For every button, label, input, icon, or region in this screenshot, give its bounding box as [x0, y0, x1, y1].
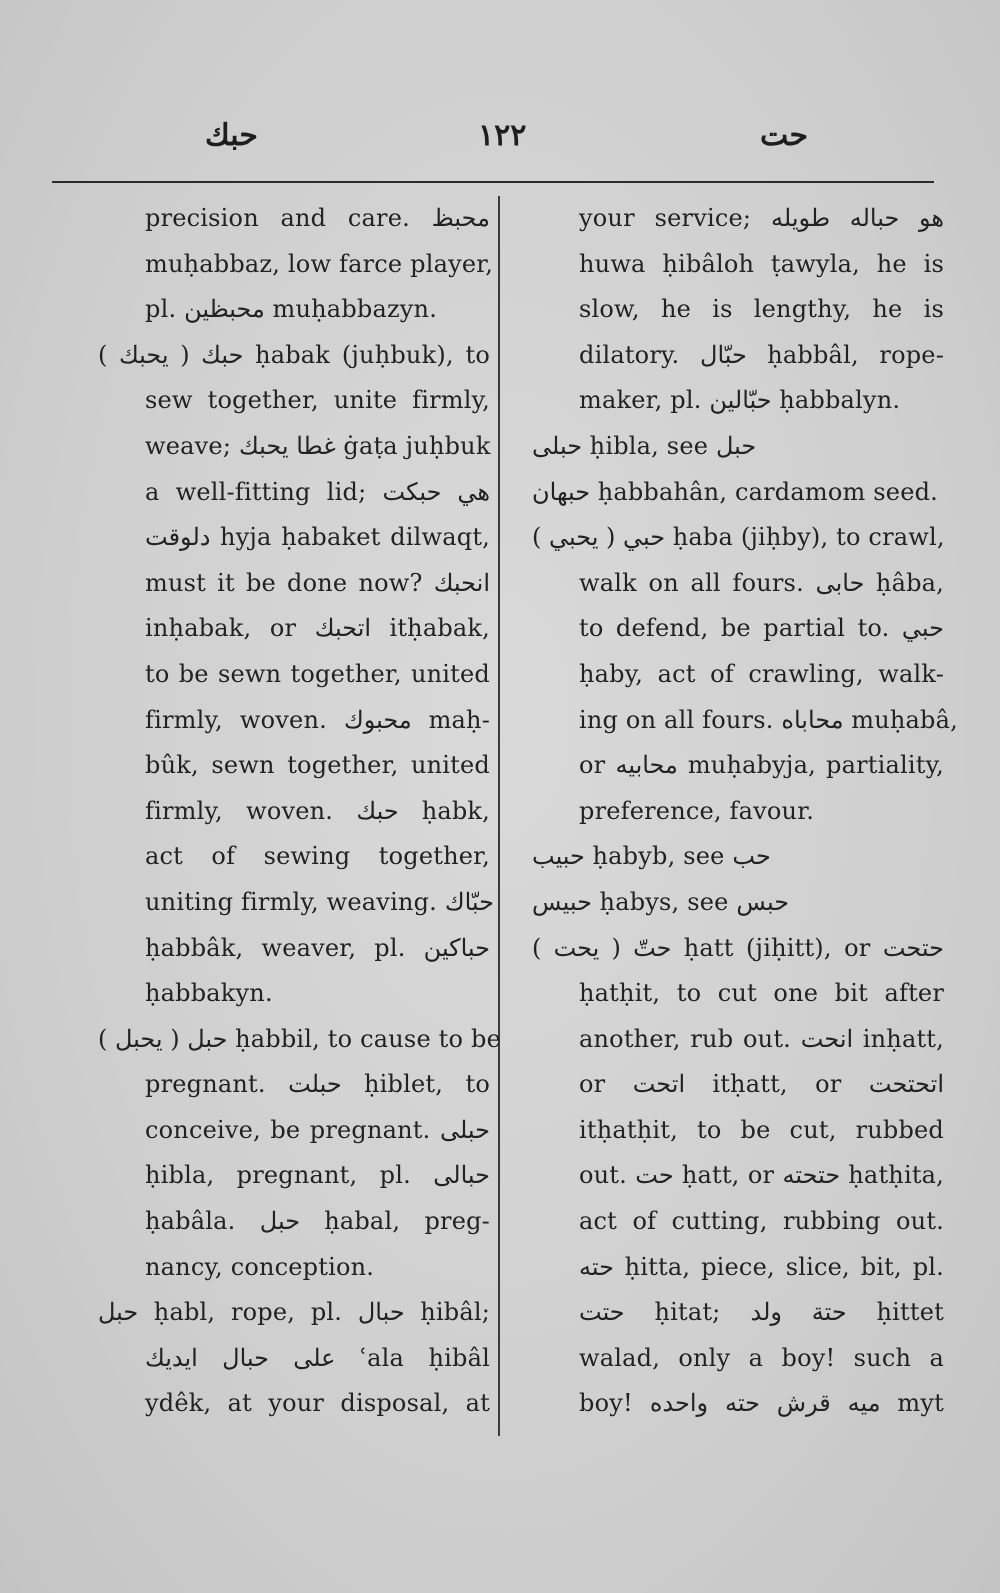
entry-line-text: slow, he is lengthy, he is	[579, 295, 944, 324]
entry-line-text: ḥatḥit, to cut one bit after	[579, 979, 944, 1008]
entry-line	[98, 196, 490, 242]
entry-line-text: another, rub out. انحت inḥatt,	[579, 1024, 944, 1053]
entry-line	[98, 515, 490, 561]
entry-line-text: boy! ميه قرش حته واحده myt	[579, 1389, 944, 1418]
entry-line-text: حتّ ( يحت ) ḥatt (jiḥitt), or حتحت	[532, 933, 944, 962]
entry-line	[98, 1199, 490, 1245]
left-column	[98, 196, 501, 1427]
entry-line	[532, 1199, 944, 1245]
entry-line	[98, 1290, 490, 1336]
entry-line	[532, 743, 944, 789]
entry-line-text: must it be done now? انحبك	[145, 568, 490, 597]
entry-line	[532, 926, 944, 972]
entry-line	[98, 424, 490, 470]
entry-line	[532, 242, 944, 288]
entry-line	[532, 971, 944, 1017]
entry-line	[98, 378, 490, 424]
entry-line	[532, 470, 944, 516]
entry-line	[98, 652, 490, 698]
entry-line-text: to defend, be partial to. حبي	[579, 614, 944, 643]
entry-line-text: حته ḥitta, piece, slice, bit, pl.	[579, 1252, 944, 1281]
entry-line	[532, 287, 944, 333]
header-rule	[52, 181, 934, 183]
entry-line-text: conceive, be pregnant. حبلى	[145, 1115, 490, 1144]
entry-line-text: ḥabbâk, weaver, pl. حباكين	[145, 933, 490, 962]
entry-line-text: your service; هو حباله طويله	[579, 204, 945, 232]
entry-line	[98, 287, 490, 333]
column-divider	[498, 196, 500, 1436]
entry-line-text: huwa ḥibâloh ṭawyla, he is	[579, 249, 944, 278]
entry-line-text: out. حت ḥatt, or حتحته ḥatḥita,	[579, 1161, 944, 1190]
entry-line	[98, 1336, 490, 1382]
entry-line-text: دلوقت hyja ḥabaket dilwaqt,	[145, 523, 490, 552]
entry-line-text: preference, favour.	[579, 796, 815, 825]
entry-line-text: حتت ḥitat; حتة ولد ḥittet	[579, 1298, 944, 1327]
entry-line	[98, 926, 490, 972]
entry-line-text: inḥabak, or اتحبك itḥabak,	[145, 614, 490, 643]
entry-line	[532, 1062, 944, 1108]
entry-line-text: حبل ( يحبل ) ḥabbil, to cause to be	[98, 1024, 501, 1053]
entry-line-text: muḥabbaz, low farce player,	[145, 249, 494, 278]
entry-line-text: a well-fitting lid; هي حبكت	[145, 477, 491, 506]
entry-line-text: walk on all fours. حابى ḥâba,	[579, 568, 944, 597]
entry-line-text: حبك ( يحبك ) ḥabak (juḥbuk), to	[98, 340, 491, 369]
page-number: ١٢٢	[478, 118, 527, 153]
entry-line-text: ing on all fours. محاباه muḥabâ,	[579, 705, 958, 734]
entry-line-text: or اتحت itḥatt, or اتحتحت	[579, 1070, 945, 1099]
entry-line-text: حبيس ḥabys, see حبس	[532, 887, 790, 916]
entry-line	[532, 880, 944, 926]
entry-line	[98, 1381, 490, 1427]
entry-line	[532, 515, 944, 561]
entry-line-text: ydêk, at your disposal, at	[145, 1389, 490, 1418]
entry-line-text: to be sewn together, united	[145, 659, 490, 688]
entry-line-text: pregnant. حبلت ḥiblet, to	[145, 1070, 490, 1099]
entry-line	[532, 196, 944, 242]
entry-line-text: itḥatḥit, to be cut, rubbed	[579, 1115, 944, 1144]
entry-line	[532, 378, 944, 424]
entry-line	[98, 743, 490, 789]
entry-line-text: ḥibla, pregnant, pl. حبالى	[145, 1161, 490, 1190]
entry-line	[98, 789, 490, 835]
entry-line	[98, 1108, 490, 1154]
entry-line	[98, 880, 494, 926]
entry-line-text: ḥabbakyn.	[145, 979, 273, 1008]
entry-line	[532, 333, 944, 379]
entry-line-text: act of cutting, rubbing out.	[579, 1207, 944, 1236]
entry-line	[98, 698, 490, 744]
entry-line-text: حبيب ḥabyb, see حب	[532, 842, 771, 871]
entry-line-text: bûk, sewn together, united	[145, 751, 490, 780]
entry-line	[98, 1153, 490, 1199]
entry-line-text: حبل ḥabl, rope, pl. حبال ḥibâl;	[98, 1298, 490, 1327]
entry-line-text: ḥaby, act of crawling, walk-	[579, 659, 944, 688]
entry-line	[98, 1017, 501, 1063]
entry-line	[98, 834, 490, 880]
right-column	[532, 196, 958, 1427]
entry-line-text: nancy, conception.	[145, 1252, 375, 1281]
entry-line	[532, 1017, 944, 1063]
entry-line	[532, 1245, 944, 1291]
entry-line	[98, 242, 494, 288]
entry-line-text: uniting firmly, weaving. حبّاك	[145, 887, 494, 916]
entry-line-text: ḥabâla. حبل ḥabal, preg-	[145, 1207, 490, 1236]
entry-line	[532, 606, 944, 652]
entry-line	[98, 606, 490, 652]
entry-line	[98, 1062, 490, 1108]
entry-line	[532, 424, 944, 470]
header-guide-word-left: حبك	[205, 118, 258, 153]
entry-line-text: حبلى ḥibla, see حبل	[532, 431, 757, 460]
entry-line-text: حبهان ḥabbahân, cardamom seed.	[532, 477, 938, 506]
entry-line	[98, 333, 490, 379]
entry-line	[98, 971, 490, 1017]
entry-line	[532, 789, 944, 835]
entry-line-text: firmly, woven. محبوك maḥ-	[145, 705, 491, 734]
header-guide-word-right: حت	[760, 118, 809, 153]
entry-line	[532, 1108, 944, 1154]
entry-line	[532, 1290, 944, 1336]
entry-line	[98, 470, 490, 516]
entry-line	[98, 561, 490, 607]
entry-line-text: precision and care. محبظ	[145, 204, 490, 232]
entry-line-text: pl. محبظين muḥabbazyn.	[145, 295, 438, 324]
entry-line-text: walad, only a boy! such a	[579, 1343, 944, 1372]
entry-line-text: act of sewing together,	[145, 842, 490, 871]
entry-line-text: sew together, unite firmly,	[145, 386, 490, 415]
entry-line-text: على حبال ايديك ʿala ḥibâl	[145, 1343, 490, 1372]
entry-line-text: weave; غطا يحبك ġaṭa juḥbuk	[145, 431, 491, 460]
entry-line-text: or محابيه muḥabyja, partiality,	[579, 751, 944, 780]
entry-line	[532, 834, 944, 880]
entry-line	[532, 698, 958, 744]
entry-line	[532, 1336, 944, 1382]
entry-line-text: حبي ( يحبي ) ḥaba (jiḥby), to crawl,	[532, 523, 945, 552]
entry-line-text: firmly, woven. حبك ḥabk,	[145, 796, 490, 825]
entry-line	[98, 1245, 490, 1291]
entry-line	[532, 1153, 944, 1199]
entry-line	[532, 561, 944, 607]
entry-line-text: dilatory. حبّال ḥabbâl, rope-	[579, 340, 944, 369]
entry-line-text: maker, pl. حبّالين ḥabbalyn.	[579, 386, 901, 415]
entry-line	[532, 1381, 944, 1427]
entry-line	[532, 652, 944, 698]
